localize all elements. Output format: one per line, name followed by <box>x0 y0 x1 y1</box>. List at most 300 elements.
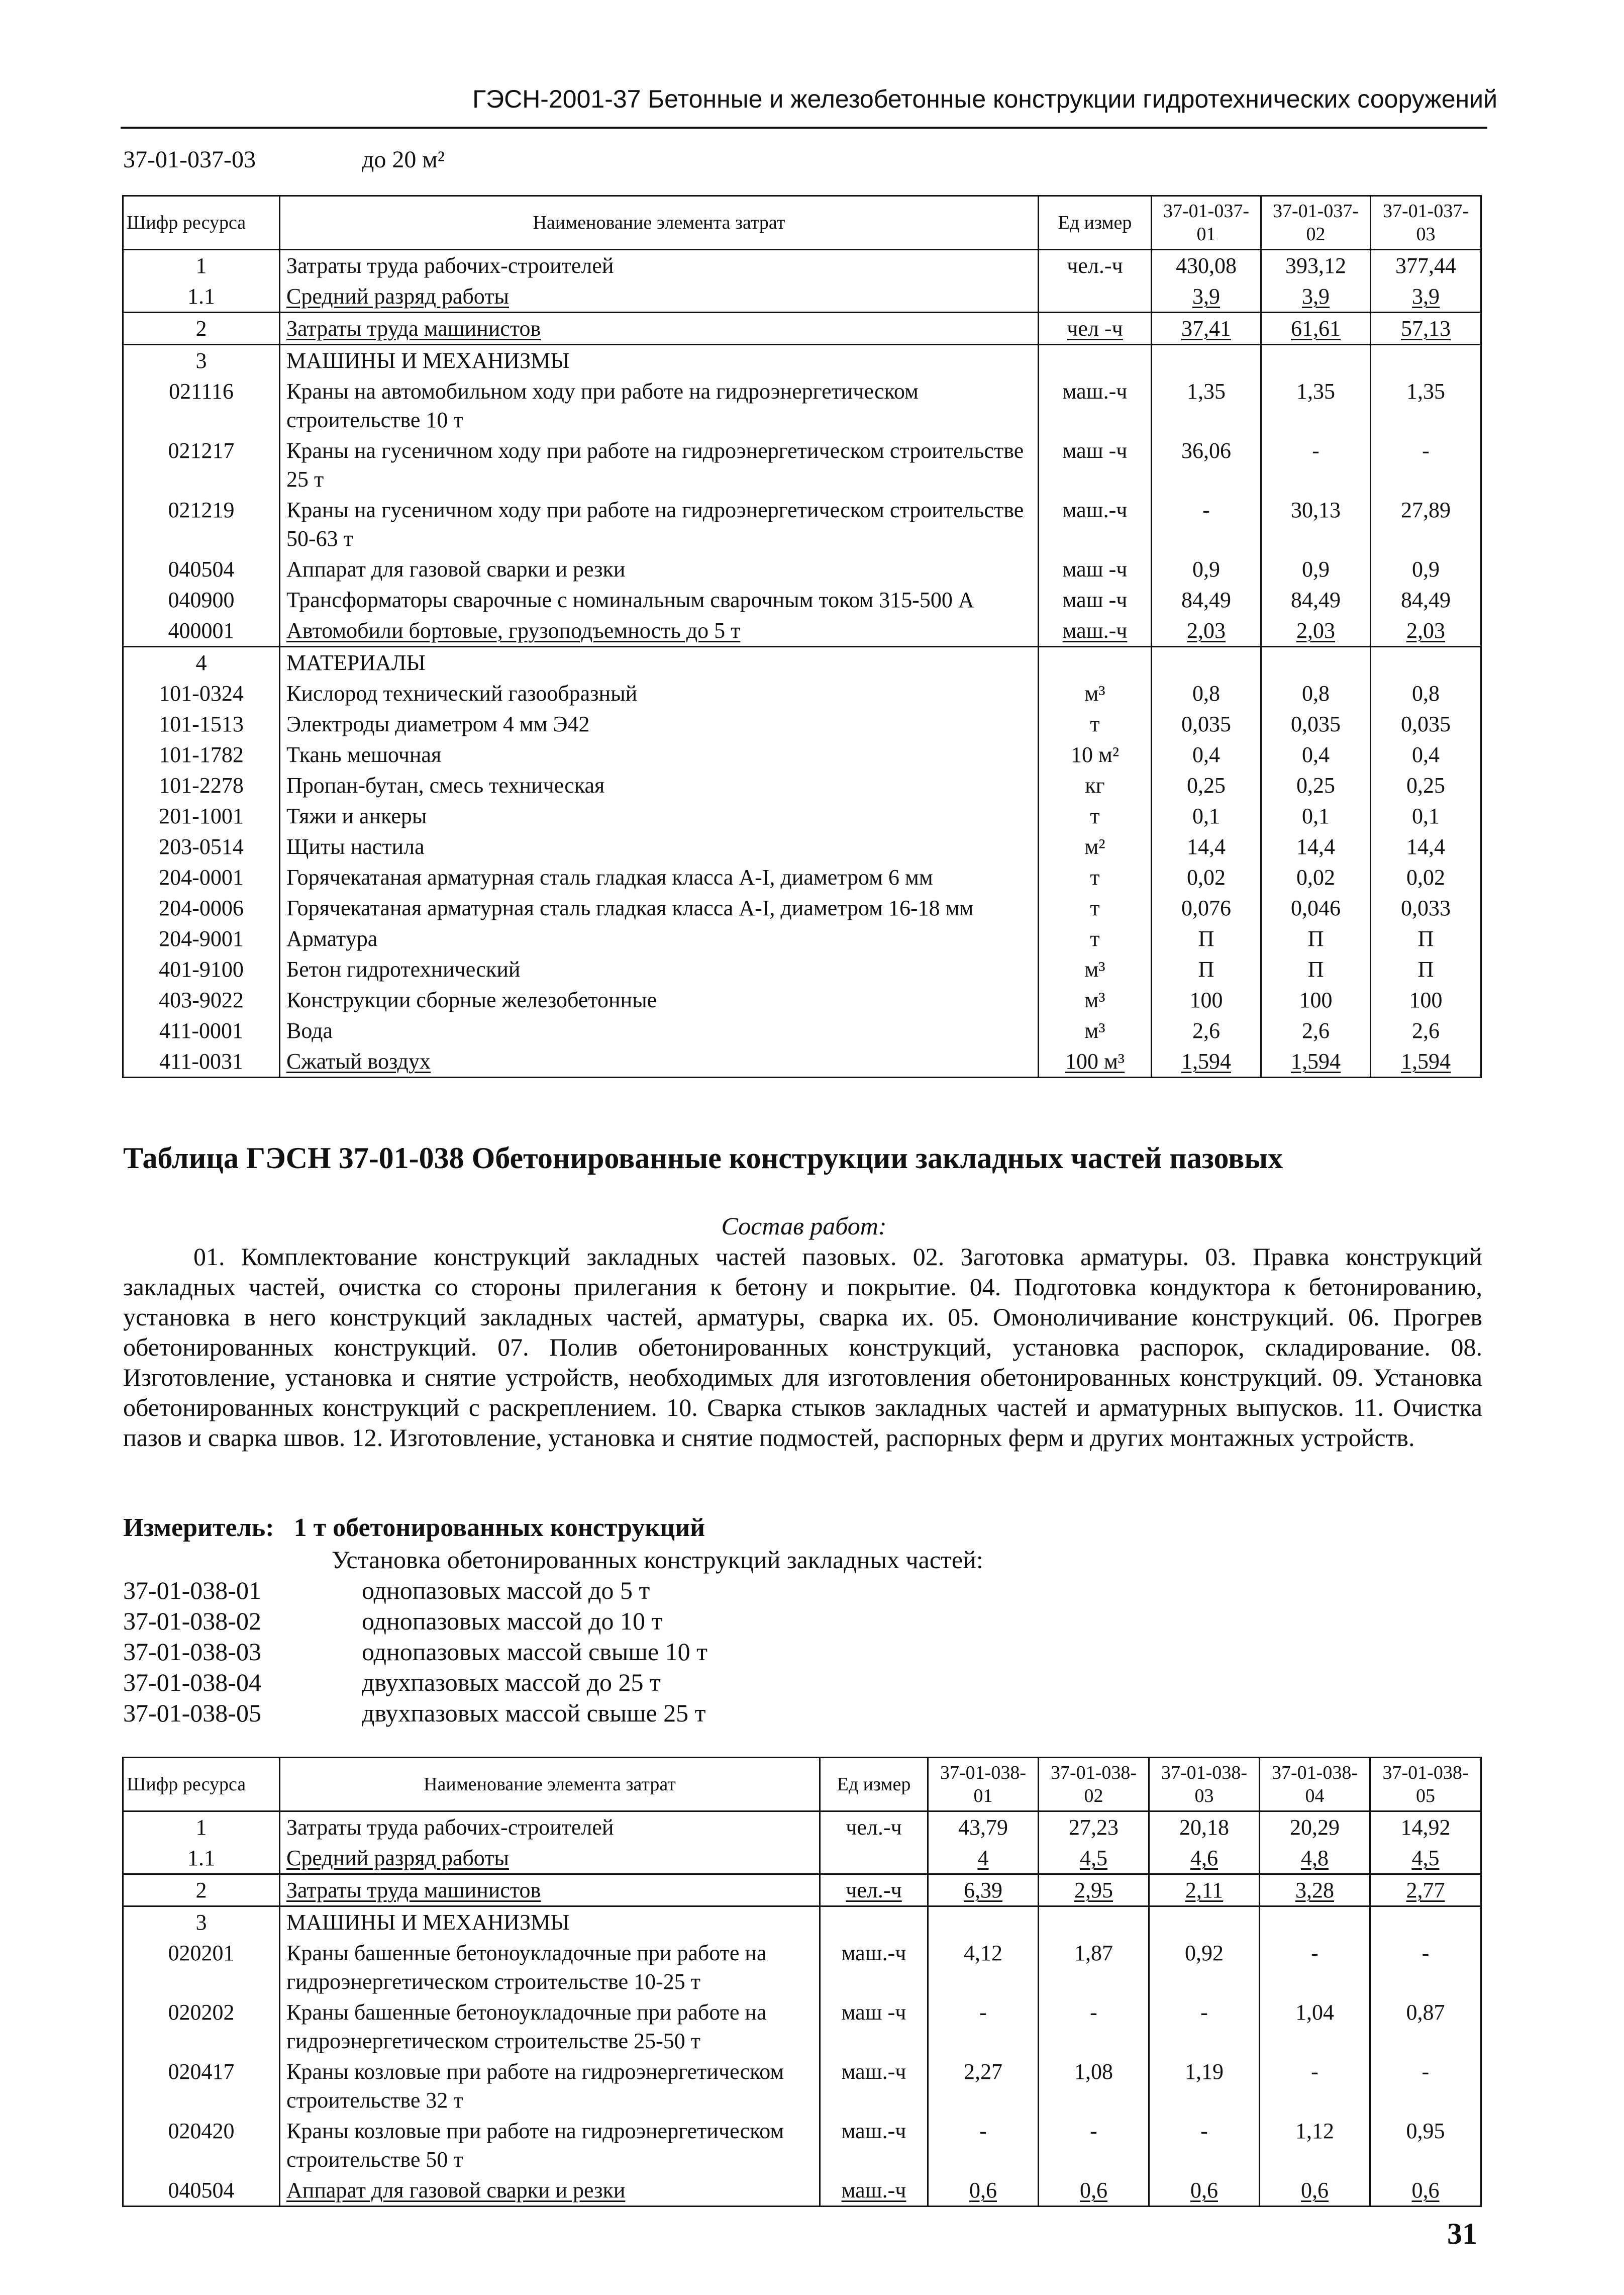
resource-table-038 <box>122 1757 1482 2207</box>
cell-unit <box>820 1811 928 1843</box>
cell-value <box>1260 2056 1370 2116</box>
cell-value <box>1149 1843 1260 1874</box>
cell-value-text: 2,03 <box>1296 618 1335 643</box>
cell-value <box>928 1906 1039 1938</box>
cell-unit <box>1039 281 1152 313</box>
cell-value-text: 4,6 <box>1190 1846 1218 1870</box>
cell-value <box>1260 2116 1370 2175</box>
col-header-norm: 37-01-037-03 <box>1371 196 1481 250</box>
cell-code <box>123 585 280 615</box>
cell-value-text: 0,95 <box>1406 2119 1445 2143</box>
cell-code <box>123 739 280 770</box>
cell-value-text: 84,49 <box>1401 588 1451 612</box>
cell-unit-text: т <box>1090 804 1100 828</box>
cell-code <box>123 678 280 709</box>
table-row <box>123 1015 1481 1046</box>
cell-value <box>1261 376 1371 435</box>
cell-value-text: - <box>1422 1941 1430 1965</box>
cell-name-text: МАШИНЫ И МЕХАНИЗМЫ <box>286 1910 570 1935</box>
cell-name-text: Затраты труда машинистов <box>286 1878 541 1902</box>
cell-value <box>1152 495 1261 554</box>
cell-unit-text: м³ <box>1084 988 1105 1012</box>
cell-code-text: 101-1782 <box>159 742 244 767</box>
cell-value <box>1152 376 1261 435</box>
cell-value <box>1149 1811 1260 1843</box>
cell-value-text: 0,076 <box>1181 896 1231 920</box>
cell-value <box>1370 1811 1481 1843</box>
cell-value-text: 20,29 <box>1290 1815 1340 1840</box>
cell-value-text: - <box>1090 2119 1097 2143</box>
table-row <box>123 1938 1481 1997</box>
cell-name-text: Краны козловые при работе на гидроэнергетическом строительстве 32 т <box>286 2059 784 2113</box>
cell-value <box>1039 1811 1149 1843</box>
table-header-row <box>123 1758 1481 1811</box>
cell-value <box>1149 2175 1260 2207</box>
cell-value-text: 4 <box>977 1846 989 1870</box>
cell-value <box>1039 1843 1149 1874</box>
cell-value <box>928 2116 1039 2175</box>
table-row <box>123 313 1481 345</box>
cell-value <box>1152 615 1261 647</box>
cell-value-text: 0,4 <box>1192 742 1220 767</box>
cell-value <box>1039 2056 1149 2116</box>
cell-value <box>1371 709 1481 739</box>
cell-value <box>1149 2116 1260 2175</box>
cell-unit-text: маш.-ч <box>1062 618 1128 643</box>
cell-name-text: Ткань мешочная <box>286 742 442 767</box>
cell-unit <box>1039 615 1152 647</box>
cell-value <box>1370 1906 1481 1938</box>
table-body <box>123 1811 1481 2207</box>
cell-name <box>280 1811 820 1843</box>
cell-code <box>123 954 280 985</box>
cell-code-text: 020420 <box>168 2119 235 2143</box>
cell-value <box>1261 281 1371 313</box>
cell-value-text: 2,6 <box>1412 1018 1440 1043</box>
cell-value-text: 0,6 <box>1190 2178 1218 2203</box>
table-row <box>123 770 1481 801</box>
cell-code <box>123 554 280 585</box>
cell-value <box>1039 1997 1149 2056</box>
cell-name <box>280 313 1039 345</box>
cell-name-text: Краны башенные бетоноукладочные при работе на гидроэнергетическом строительстве 25-50 т <box>286 2000 767 2053</box>
cell-value <box>1261 985 1371 1015</box>
cell-value <box>1149 1938 1260 1997</box>
cell-unit-text: маш.-ч <box>1062 379 1128 404</box>
cell-value-text: 14,4 <box>1296 834 1335 859</box>
cell-unit-text: 100 м³ <box>1065 1049 1125 1074</box>
table-row <box>123 739 1481 770</box>
cell-code <box>123 435 280 495</box>
cell-value-text: - <box>1312 438 1320 463</box>
cell-value-text: 377,44 <box>1395 253 1456 278</box>
cell-code <box>123 345 280 376</box>
cell-unit <box>1039 831 1152 862</box>
cell-value-text: 4,5 <box>1411 1846 1440 1870</box>
cell-value <box>1152 709 1261 739</box>
cell-name-text: Сжатый воздух <box>286 1049 431 1074</box>
cell-value-text: 0,92 <box>1185 1941 1224 1965</box>
cell-unit-text: маш.-ч <box>841 2178 906 2203</box>
table-header-row <box>123 196 1481 250</box>
cell-unit <box>1039 345 1152 376</box>
cell-value-text: 1,594 <box>1291 1049 1341 1074</box>
cell-value <box>1152 893 1261 923</box>
cell-value-text: - <box>1422 438 1430 463</box>
cell-unit-text: т <box>1090 926 1100 951</box>
cell-value-text: 2,95 <box>1074 1878 1113 1902</box>
cell-code <box>123 893 280 923</box>
cell-value-text: 0,4 <box>1412 742 1440 767</box>
cell-name <box>280 923 1039 954</box>
cell-value-text: 0,9 <box>1412 557 1440 582</box>
cell-value-text: 3,9 <box>1302 284 1330 309</box>
cell-name <box>280 1843 820 1874</box>
cell-value <box>1152 954 1261 985</box>
cell-value-text: П <box>1307 957 1324 982</box>
cell-code-text: 411-0001 <box>159 1018 244 1043</box>
cell-value <box>1039 1938 1149 1997</box>
item-desc: однопазовых массой до 10 т <box>362 1607 663 1635</box>
col-header-norm: 37-01-038-03 <box>1149 1758 1260 1811</box>
cell-code <box>123 2116 280 2175</box>
col-header-code: Шифр ресурса <box>123 196 280 250</box>
table-row <box>123 862 1481 893</box>
cell-name-text: Средний разряд работы <box>286 1846 509 1870</box>
table-row <box>123 923 1481 954</box>
cell-value-text: П <box>1198 926 1214 951</box>
cell-code-text: 411-0031 <box>159 1049 244 1074</box>
cell-name-text: Краны на гусеничном ходу при работе на гидроэнергетическом строительстве 25 т <box>286 438 1024 492</box>
cell-value <box>1261 954 1371 985</box>
cell-value <box>928 2175 1039 2207</box>
cell-unit-text: т <box>1090 896 1100 920</box>
cell-code <box>123 801 280 831</box>
table-row <box>123 554 1481 585</box>
cell-code <box>123 1906 280 1938</box>
cell-value <box>1260 1811 1370 1843</box>
header-rule <box>121 127 1487 129</box>
item-desc: однопазовых массой до 5 т <box>362 1576 650 1604</box>
table-row <box>123 801 1481 831</box>
cell-code-text: 1.1 <box>187 1846 215 1870</box>
table-row <box>123 1874 1481 1906</box>
cell-value-text: 6,39 <box>964 1878 1002 1902</box>
cell-value <box>1261 893 1371 923</box>
cell-value-text: 3,9 <box>1412 284 1440 309</box>
cell-value-text: 3,28 <box>1295 1878 1334 1902</box>
cell-value-text: 14,4 <box>1187 834 1226 859</box>
cell-code-text: 401-9100 <box>159 957 244 982</box>
cell-name <box>280 1938 820 1997</box>
cell-value-text: - <box>1311 2059 1318 2084</box>
cell-unit <box>1039 435 1152 495</box>
col-header-name: Наименование элемента затрат <box>280 196 1039 250</box>
cell-unit-text: кг <box>1085 773 1105 798</box>
cell-unit-text: м² <box>1084 834 1105 859</box>
cell-value-text: 57,13 <box>1401 316 1451 341</box>
cell-value-text: 0,6 <box>1080 2178 1107 2203</box>
cell-unit <box>1039 647 1152 679</box>
cell-value-text: 0,046 <box>1291 896 1341 920</box>
cell-value <box>1261 678 1371 709</box>
cell-code-text: 101-2278 <box>159 773 244 798</box>
cell-name <box>280 250 1039 281</box>
cell-value-text: 0,25 <box>1187 773 1226 798</box>
cell-value <box>1371 831 1481 862</box>
cell-value-text: 2,6 <box>1192 1018 1220 1043</box>
section-heading: Таблица ГЭСН 37-01-038 Обетонированные конструкции закладных частей пазовых <box>123 1141 1283 1175</box>
cell-code-text: 3 <box>195 348 207 373</box>
item-code: 37-01-038-04 <box>123 1668 261 1696</box>
cell-name <box>280 954 1039 985</box>
cell-value-text: 20,18 <box>1179 1815 1229 1840</box>
cell-value <box>1370 1997 1481 2056</box>
table-row <box>123 2056 1481 2116</box>
cell-name-text: Горячекатаная арматурная сталь гладкая класса А-I, диаметром 6 мм <box>286 865 933 890</box>
table-row <box>123 1046 1481 1078</box>
table-row <box>123 281 1481 313</box>
cell-code-text: 040504 <box>168 2178 235 2203</box>
cell-name <box>280 739 1039 770</box>
cell-value-text: 0,035 <box>1291 712 1341 736</box>
cell-value-text: П <box>1307 926 1324 951</box>
table-row <box>123 1906 1481 1938</box>
cell-value <box>1149 2056 1260 2116</box>
cell-value <box>1371 495 1481 554</box>
cell-value <box>928 1874 1039 1906</box>
cell-value-text: 61,61 <box>1291 316 1341 341</box>
cell-name <box>280 495 1039 554</box>
cell-code <box>123 615 280 647</box>
cell-name-text: Аппарат для газовой сварки и резки <box>286 557 626 582</box>
cell-value-text: 2,11 <box>1185 1878 1224 1902</box>
cell-value <box>1152 1046 1261 1078</box>
cell-value-text: 1,35 <box>1187 379 1226 404</box>
cell-name-text: Тяжи и анкеры <box>286 804 427 828</box>
cell-code-text: 1 <box>195 1815 207 1840</box>
cell-name <box>280 2175 820 2207</box>
cell-value <box>1261 709 1371 739</box>
cell-value-text: 1,08 <box>1074 2059 1113 2084</box>
cell-code-text: 021219 <box>168 498 235 522</box>
cell-value <box>1371 250 1481 281</box>
cell-code-text: 020202 <box>168 2000 235 2025</box>
cell-value <box>1371 281 1481 313</box>
cell-value-text: 1,594 <box>1181 1049 1231 1074</box>
cell-value-text: 14,4 <box>1406 834 1445 859</box>
cell-value-text: 2,27 <box>964 2059 1002 2084</box>
cell-value-text: 0,6 <box>1411 2178 1440 2203</box>
cell-value-text: 1,04 <box>1295 2000 1334 2025</box>
cell-value <box>1152 739 1261 770</box>
col-header-norm: 37-01-038-01 <box>928 1758 1039 1811</box>
cell-value-text: 0,02 <box>1187 865 1226 890</box>
cell-name <box>280 376 1039 435</box>
composition-title: Состав работ: <box>721 1212 887 1240</box>
cell-name-text: Вода <box>286 1018 333 1043</box>
cell-value <box>1371 615 1481 647</box>
cell-name-text: Автомобили бортовые, грузоподъемность до 5 т <box>286 618 741 643</box>
cell-value-text: 0,8 <box>1302 681 1330 706</box>
col-header-norm: 37-01-037-01 <box>1152 196 1261 250</box>
cell-value-text: 0,8 <box>1412 681 1440 706</box>
cell-unit <box>820 1938 928 1997</box>
cell-value <box>1371 801 1481 831</box>
cell-code <box>123 1015 280 1046</box>
item-code: 37-01-038-01 <box>123 1576 261 1604</box>
item-code: 37-01-038-05 <box>123 1699 261 1727</box>
cell-name-text: Трансформаторы сварочные с номинальным сварочным током 315-500 А <box>286 588 974 612</box>
table-row <box>123 1997 1481 2056</box>
cell-value <box>1371 554 1481 585</box>
cell-name <box>280 281 1039 313</box>
cell-unit <box>1039 709 1152 739</box>
cell-value-text: 1,19 <box>1185 2059 1224 2084</box>
table-row <box>123 647 1481 679</box>
cell-name <box>280 1874 820 1906</box>
col-header-norm: 37-01-038-05 <box>1370 1758 1481 1811</box>
cell-name-text: Краны на автомобильном ходу при работе на гидроэнергетическом строительстве 10 т <box>286 379 919 432</box>
cell-value <box>1261 923 1371 954</box>
cell-code-text: 021116 <box>169 379 234 404</box>
cell-value <box>1149 1874 1260 1906</box>
cell-value-text: - <box>1311 1941 1318 1965</box>
col-header-norm: 37-01-037-02 <box>1261 196 1371 250</box>
cell-unit <box>1039 1015 1152 1046</box>
cell-code-text: 1 <box>195 253 207 278</box>
cell-value <box>1371 376 1481 435</box>
cell-value <box>1370 2175 1481 2207</box>
cell-name <box>280 1906 820 1938</box>
cell-code-text: 1.1 <box>187 284 215 309</box>
cell-name <box>280 801 1039 831</box>
item-code: 37-01-037-03 <box>123 146 256 173</box>
cell-unit <box>820 1874 928 1906</box>
cell-name <box>280 345 1039 376</box>
table-row <box>123 893 1481 923</box>
cell-value <box>1261 554 1371 585</box>
resource-table-037 <box>122 195 1482 1078</box>
col-header-code: Шифр ресурса <box>123 1758 280 1811</box>
cell-unit <box>1039 770 1152 801</box>
cell-code <box>123 1046 280 1078</box>
cell-value <box>1370 2056 1481 2116</box>
items-subheading: Установка обетонированных конструкций закладных частей: <box>332 1546 983 1574</box>
cell-value <box>1039 2116 1149 2175</box>
cell-name-text: Средний разряд работы <box>286 284 509 309</box>
cell-code <box>123 1874 280 1906</box>
table-row <box>123 831 1481 862</box>
cell-value <box>1149 1906 1260 1938</box>
cell-value-text: П <box>1198 957 1214 982</box>
cell-name-text: Краны башенные бетоноукладочные при работе на гидроэнергетическом строительстве 10-25 т <box>286 1941 767 1994</box>
cell-unit-text: м³ <box>1084 681 1105 706</box>
cell-code <box>123 1811 280 1843</box>
cell-value <box>1371 862 1481 893</box>
cell-unit <box>820 2056 928 2116</box>
cell-code-text: 040504 <box>168 557 235 582</box>
cell-value <box>1370 1874 1481 1906</box>
table-row <box>123 1811 1481 1843</box>
cell-name-text: Конструкции сборные железобетонные <box>286 988 657 1012</box>
cell-value-text: 0,8 <box>1192 681 1220 706</box>
cell-value <box>1152 831 1261 862</box>
cell-value-text: 0,9 <box>1192 557 1220 582</box>
cell-value <box>1371 893 1481 923</box>
cell-value-text: 1,594 <box>1401 1049 1451 1074</box>
col-header-norm: 37-01-038-02 <box>1039 1758 1149 1811</box>
cell-unit <box>1039 250 1152 281</box>
cell-value <box>1261 801 1371 831</box>
cell-unit-text: м³ <box>1084 957 1105 982</box>
cell-value-text: 27,89 <box>1401 498 1451 522</box>
cell-value <box>1261 435 1371 495</box>
cell-value <box>1371 435 1481 495</box>
cell-code <box>123 923 280 954</box>
cell-value <box>928 1938 1039 1997</box>
cell-unit <box>1039 313 1152 345</box>
cell-value-text: 84,49 <box>1291 588 1341 612</box>
cell-name <box>280 2116 820 2175</box>
cell-value <box>1152 313 1261 345</box>
cell-value-text: - <box>1090 2000 1097 2025</box>
item-desc: двухпазовых массой свыше 25 т <box>362 1699 706 1727</box>
cell-code <box>123 2056 280 2116</box>
cell-name-text: Пропан-бутан, смесь техническая <box>286 773 605 798</box>
cell-code-text: 2 <box>195 316 207 341</box>
cell-value <box>1152 678 1261 709</box>
cell-value <box>1261 250 1371 281</box>
cell-value <box>1371 313 1481 345</box>
cell-code-text: 021217 <box>168 438 235 463</box>
cell-value <box>1152 770 1261 801</box>
cell-name-text: Аппарат для газовой сварки и резки <box>286 2178 626 2203</box>
table-row <box>123 435 1481 495</box>
cell-value <box>1039 1874 1149 1906</box>
table-row <box>123 585 1481 615</box>
cell-value <box>1371 985 1481 1015</box>
cell-code-text: 2 <box>195 1878 207 1902</box>
cell-value <box>928 1811 1039 1843</box>
cell-value <box>1152 250 1261 281</box>
cell-name-text: Арматура <box>286 926 378 951</box>
table-row <box>123 2175 1481 2207</box>
cell-name <box>280 1997 820 2056</box>
cell-value-text: 0,9 <box>1302 557 1330 582</box>
table-row <box>123 615 1481 647</box>
cell-value-text: 1,35 <box>1406 379 1445 404</box>
cell-name <box>280 1015 1039 1046</box>
cell-value <box>1260 1874 1370 1906</box>
cell-value <box>1371 647 1481 679</box>
col-header-name: Наименование элемента затрат <box>280 1758 820 1811</box>
cell-code-text: 203-0514 <box>159 834 244 859</box>
cell-value-text: 84,49 <box>1181 588 1231 612</box>
cell-unit <box>1039 801 1152 831</box>
cell-name-text: МАТЕРИАЛЫ <box>286 650 426 675</box>
cell-name <box>280 585 1039 615</box>
cell-unit-text: м³ <box>1084 1018 1105 1043</box>
cell-value <box>1261 313 1371 345</box>
cell-value-text: 100 <box>1189 988 1223 1012</box>
cell-code <box>123 862 280 893</box>
cell-value <box>1261 345 1371 376</box>
cell-unit <box>1039 954 1152 985</box>
cell-value-text: 2,6 <box>1302 1018 1330 1043</box>
cell-code-text: 040900 <box>168 588 235 612</box>
composition-text: 01. Комплектование конструкций закладных частей пазовых. 02. Заготовка арматуры. 03. Правка конструкций закладных частей, очистка со стороны прилегания к бетону и покрытие. 04. Подготовка кондуктора к бетонированию, установка в него конструкций закладных частей, арматуры, сварка их. 05. Омоноличивание конструкций. 06. Прогрев обетонированных конструкций. 07. Полив обетонированных конструкций, установка распорок, складирование. 08. Изготовление, установка и снятие устройств, необходимых для изготовления обетонированных конструкций. 09. Установка обетонированных конструкций с раскреплением. 10. Сварка стыков закладных частей и арматурных выпусков. 11. Очистка пазов и сварка швов. 12. Изготовление, установка и снятие подмостей, распорных ферм и других монтажных устройств. <box>123 1242 1482 1452</box>
